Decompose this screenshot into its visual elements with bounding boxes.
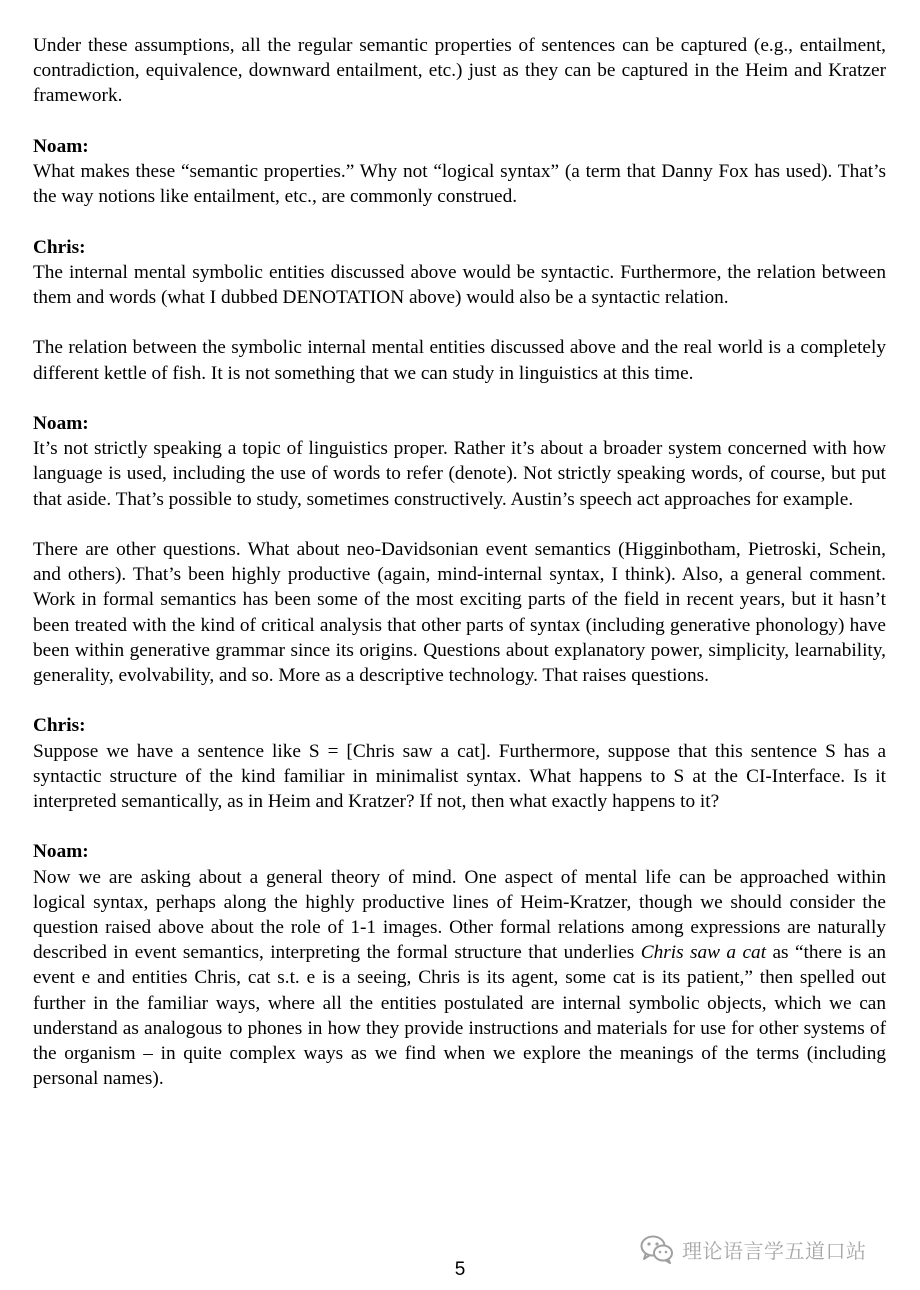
paragraph xyxy=(33,865,886,1092)
paragraph: There are other questions. What about neo-Davidsonian event semantics (Higginbotham, Pietroski, Schein, and others). That’s been highly productive (again, mind-internal syntax, I think). Also, a general comment. Work in formal semantics has been some of the most exciting parts of the field in recent years, but it hasn’t been treated with the kind of critical analysis that other parts of syntax (including generative phonology) have been within generative grammar since its origins. Questions about explanatory power, simplicity, learnability, generality, evolvability, and so. More as a descriptive technology. That raises questions. xyxy=(33,538,886,686)
speaker-label: Chris: xyxy=(33,236,86,258)
paragraph: Under these assumptions, all the regular semantic properties of sentences can be captured (e.g., entailment, contradiction, equivalence, downward entailment, etc.) just as they can be captured in the Heim and Kratzer framework. xyxy=(33,35,886,107)
document-body xyxy=(33,33,886,1091)
example-sentence: Chris saw a cat xyxy=(640,942,767,964)
speaker-label: Noam: xyxy=(33,412,89,434)
paragraph: Suppose we have a sentence like S = [Chris saw a cat]. Furthermore, suppose that this sentence S has a syntactic structure of the kind familiar in minimalist syntax. What happens to S at the CI-Interface. Is it interpreted semantically, as in Heim and Kratzer? If not, then what exactly happens to it? xyxy=(33,740,886,812)
paragraph: The internal mental symbolic entities discussed above would be syntactic. Furthermore, the relation between them and words (what I dubbed DENOTATION above) would also be a syntactic relation. xyxy=(33,261,886,308)
paragraph: It’s not strictly speaking a topic of linguistics proper. Rather it’s about a broader system concerned with how language is used, including the use of words to refer (denote). Not strictly speaking words, of course, but put that aside. That’s possible to study, sometimes constructively. Austin’s speech act approaches for example. xyxy=(33,438,886,510)
paragraph: The relation between the symbolic internal mental entities discussed above and the real world is a completely different kettle of fish. It is not something that we can study in linguistics at this time. xyxy=(33,337,886,384)
speaker-label: Noam: xyxy=(33,135,89,157)
paragraph: What makes these “semantic properties.” Why not “logical syntax” (a term that Danny Fox has used). That’s the way notions like entailment, etc., are commonly construed. xyxy=(33,161,886,208)
paragraph-text: as “there is an event e and entities Chris, cat s.t. e is a seeing, Chris is its agent, some cat is its patient,” then spelled out further in the familiar ways, where all the entities postulated are internal symbolic objects, which we can understand as analogous to phones in how they provide instructions and materials for use for other systems of the organism – in quite complex ways as we find when we explore the meanings of the terms (including personal names). xyxy=(33,942,886,1090)
speaker-label: Noam: xyxy=(33,841,89,863)
watermark-text: 理论语言学五道口站 xyxy=(682,1238,867,1263)
speaker-label: Chris: xyxy=(33,715,86,737)
paragraph-text: Now we are asking about a general theory of mind. One aspect of mental life can be approached within logical syntax, perhaps along the highly productive lines of Heim-Kratzer, though we should consider the question raised above about the role of 1-1 images. Other formal relations among expressions are naturally described in event semantics, interpreting the formal structure that underlies xyxy=(33,866,886,964)
page-number: 5 xyxy=(454,1259,466,1280)
